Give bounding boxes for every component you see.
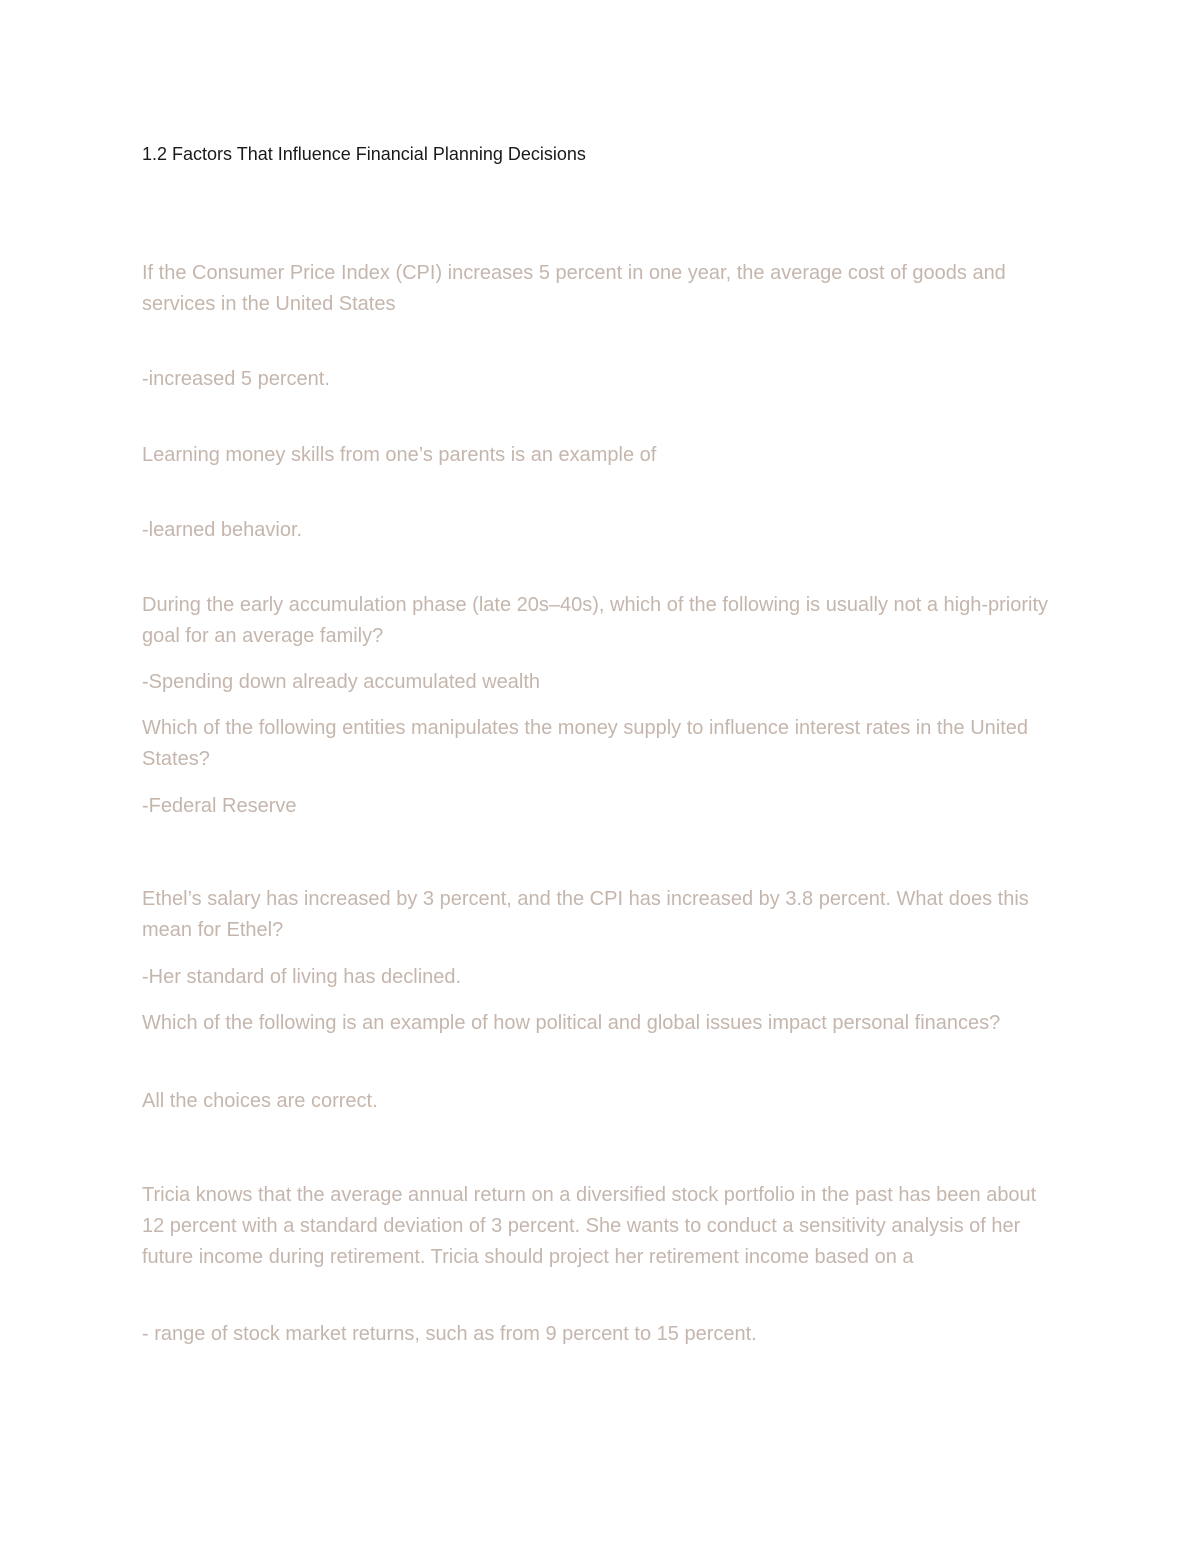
question-7: Tricia knows that the average annual return on a diversified stock portfolio in the past has been about 12 percent with a standard deviation of 3 percent. She wants to conduct a sensitivity analysis of her future income during retirement. Tricia should project her retirement income based on a xyxy=(142,1184,1037,1268)
answer-5: -Her standard of living has declined. xyxy=(142,966,462,988)
question-1: If the Consumer Price Index (CPI) increases 5 percent in one year, the average cost of goods and services in the United States xyxy=(142,262,1006,315)
answer-6: All the choices are correct. xyxy=(142,1090,378,1112)
question-5: Ethel’s salary has increased by 3 percent, and the CPI has increased by 3.8 percent. What does this mean for Ethel? xyxy=(142,888,1029,941)
question-2: Learning money skills from one’s parents is an example of xyxy=(142,444,657,466)
question-6: Which of the following is an example of how political and global issues impact personal finances? xyxy=(142,1012,1001,1034)
answer-4: -Federal Reserve xyxy=(142,795,297,817)
answer-3: -Spending down already accumulated wealth xyxy=(142,671,541,693)
answer-2: -learned behavior. xyxy=(142,519,303,541)
answer-7: - range of stock market returns, such as from 9 percent to 15 percent. xyxy=(142,1323,757,1345)
question-4: Which of the following entities manipulates the money supply to influence interest rates in the United States? xyxy=(142,717,1029,770)
answer-1: -increased 5 percent. xyxy=(142,368,330,390)
question-3: During the early accumulation phase (late 20s–40s), which of the following is usually not a high-priority goal for an average family? xyxy=(142,594,1049,647)
document-title: 1.2 Factors That Influence Financial Planning Decisions xyxy=(142,144,586,164)
